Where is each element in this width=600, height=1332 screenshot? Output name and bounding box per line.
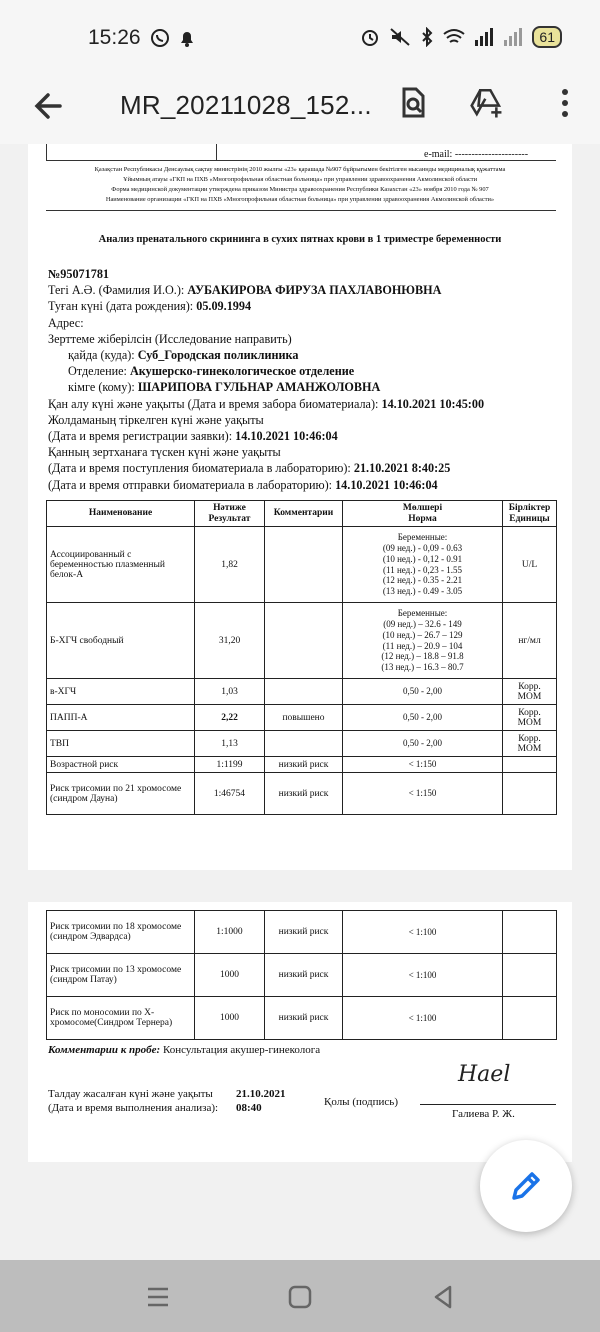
sample-number: 95071781 [60, 267, 109, 281]
recent-apps-icon[interactable] [145, 1284, 171, 1310]
col-result: Нәтиже Результат [195, 501, 265, 527]
alarm-icon [360, 27, 380, 47]
document-header: Қазақстан Республикасы Денсаулық сақтау министрінің 2010 жылғы «23» қарашада №907 бұйрығымен бекітілген нысаннды медициналық құжаттама Ұйымның атауы «ГКП на ПХВ «Многопрофильная областная больница» при управлении здравоохранения Акмолинской области Форма медицинской документации утверждена приказом Министра здравоохранения Республики Казахстан «23» ноября 2010 года № 907 Наименование организации «ГКП на ПХВ «Многопрофильная областная больница» при управлении здравоохранения Акмолинской области» [94, 166, 506, 203]
analysis-title: Анализ пренатального скрининга в сухих пятнах крови в 1 триместре беременности [98, 234, 502, 245]
notification-bell-icon [178, 28, 196, 48]
status-bar [0, 0, 600, 74]
back-arrow-icon[interactable] [30, 88, 66, 124]
analysis-time: 08:40 [236, 1102, 262, 1114]
table-row: Риск трисомии по 18 хромосоме (синдром Эдвардса) 1:1000 низкий риск < 1:100 [47, 911, 557, 954]
department: Акушерско-гинекологическое отделение [129, 364, 355, 379]
lens-search-icon[interactable] [396, 86, 430, 120]
col-units: Бірліктер Единицы [503, 501, 557, 527]
document-title: MR_20211028_152... [120, 90, 372, 120]
edit-fab-button[interactable] [480, 1140, 572, 1232]
patient-name: АУБАКИРОВА ФИРУЗА ПАХЛАВОНЮВНА [187, 283, 442, 298]
table-row: ТВП 1,13 0,50 - 2,00 Корр. МОМ [47, 731, 557, 757]
table-row: Возрастной риск 1:1199 низкий риск < 1:150 [47, 757, 557, 773]
home-icon[interactable] [287, 1284, 313, 1310]
col-name: Наименование [47, 501, 195, 527]
table-row: в-ХГЧ 1,03 0,50 - 2,00 Корр. МОМ [47, 679, 557, 705]
sample-comment: Комментарии к пробе: Консультация акушер-гинеколога [48, 1044, 321, 1056]
arrival-datetime: 21.10.2021 8:40:25 [353, 461, 451, 476]
signal-2-icon [503, 28, 523, 46]
signer-name: Галиева Р. Ж. [452, 1108, 515, 1120]
table-row: Ассоциированный с беременностью плазменный белок-А 1,82 Беременные: (09 нед.) - 0,09 - 0.63 (10 нед.) - 0,12 - 0.91 (11 нед.) - 0,23 - 1.55 (12 нед.) - 0.35 - 2.21 (13 нед.) - 0.49 - 3.05 U/L [47, 527, 557, 603]
patient-info: №95071781 Тегі А.Ә. (Фамилия И.О.): АУБАКИРОВА ФИРУЗА ПАХЛАВОНЮВНА Туған күні (дата рождения): 05.09.1994 Адрес: Зерттеме жіберілсін (Исследование направить) қайда (куда): Суб_Городская поликлиника Отделение: Акушерско-гинекологическое отделение кімге (кому): ШАРИПОВА ГУЛЬНАР АМАНЖОЛОВНА Қан алу күні және уақыты (Дата и время забора биоматериала): 14.10.2021 10:45:00 Жолдаманың тіркелген күні және уақыты (Дата и время регистрации заявки): 14.10.2021 10:46:04 Қанның зертханаға түскен күні және уақыты (Дата и время поступления биоматериала в лабораторию): 21.10.2021 8:40:25 (Дата и время отправки биоматериала в лабораторию): 14.10.2021 10:46:04 [48, 267, 485, 492]
col-norm: Мөлшері Норма [343, 501, 503, 527]
battery-indicator: 61 [532, 26, 562, 48]
email-label: e-mail: ---------------------- [424, 149, 529, 160]
table-row: Риск по моносомии по Х-хромосоме(Синдром Тернера) 1000 низкий риск < 1:100 [47, 997, 557, 1040]
collect-datetime: 14.10.2021 10:45:00 [381, 396, 485, 411]
document-page-1 [28, 144, 572, 870]
signal-icon [474, 28, 494, 46]
results-table-continued [46, 910, 557, 1040]
add-to-drive-icon[interactable] [470, 86, 504, 120]
more-options-icon[interactable] [548, 86, 582, 120]
app-bar [0, 74, 600, 144]
mute-icon [389, 27, 411, 47]
back-nav-icon[interactable] [430, 1284, 456, 1310]
results-table [46, 500, 557, 815]
table-row: Б-ХГЧ свободный 31,20 Беременные: (09 нед.) – 32.6 - 149 (10 нед.) – 26.7 – 129 (11 нед.) – 20.9 – 104 (12 нед.) – 18.8 – 91.8 (13 нед.) – 16.3 – 80.7 нг/мл [47, 603, 557, 679]
document-page-2 [28, 902, 572, 1162]
table-row: Риск трисомии по 13 хромосоме (синдром Патау) 1000 низкий риск < 1:100 [47, 954, 557, 997]
registration-datetime: 14.10.2021 10:46:04 [235, 429, 338, 444]
status-time: 15:26 [88, 26, 141, 49]
pencil-icon [508, 1168, 544, 1204]
wifi-icon [443, 28, 465, 46]
table-row: Риск трисомии по 21 хромосоме (синдром Дауна) 1:46754 низкий риск < 1:150 [47, 773, 557, 815]
send-datetime: 14.10.2021 10:46:04 [335, 477, 438, 492]
col-comment: Комментарии [265, 501, 343, 527]
sign-label: Қолы (подпись) [324, 1096, 398, 1108]
signature-image: Hael [458, 1062, 511, 1087]
whatsapp-icon [150, 28, 170, 48]
bluetooth-icon [420, 27, 434, 47]
destination: Суб_Городская поликлиника [137, 348, 299, 363]
patient-dob: 05.09.1994 [196, 299, 252, 314]
analysis-date: 21.10.2021 [236, 1088, 286, 1100]
recipient: ШАРИПОВА ГУЛЬНАР АМАНЖОЛОВНА [137, 380, 381, 395]
signature-block: Талдау жасалған күні және уақыты (Дата и время выполнения анализа): 21.10.2021 08:40 Қолы (подпись) Hael Галиева Р. Ж. [48, 1088, 556, 1128]
system-nav-bar [0, 1260, 600, 1332]
table-row: ПАПП-А 2,22 повышено 0,50 - 2,00 Корр. МОМ [47, 705, 557, 731]
